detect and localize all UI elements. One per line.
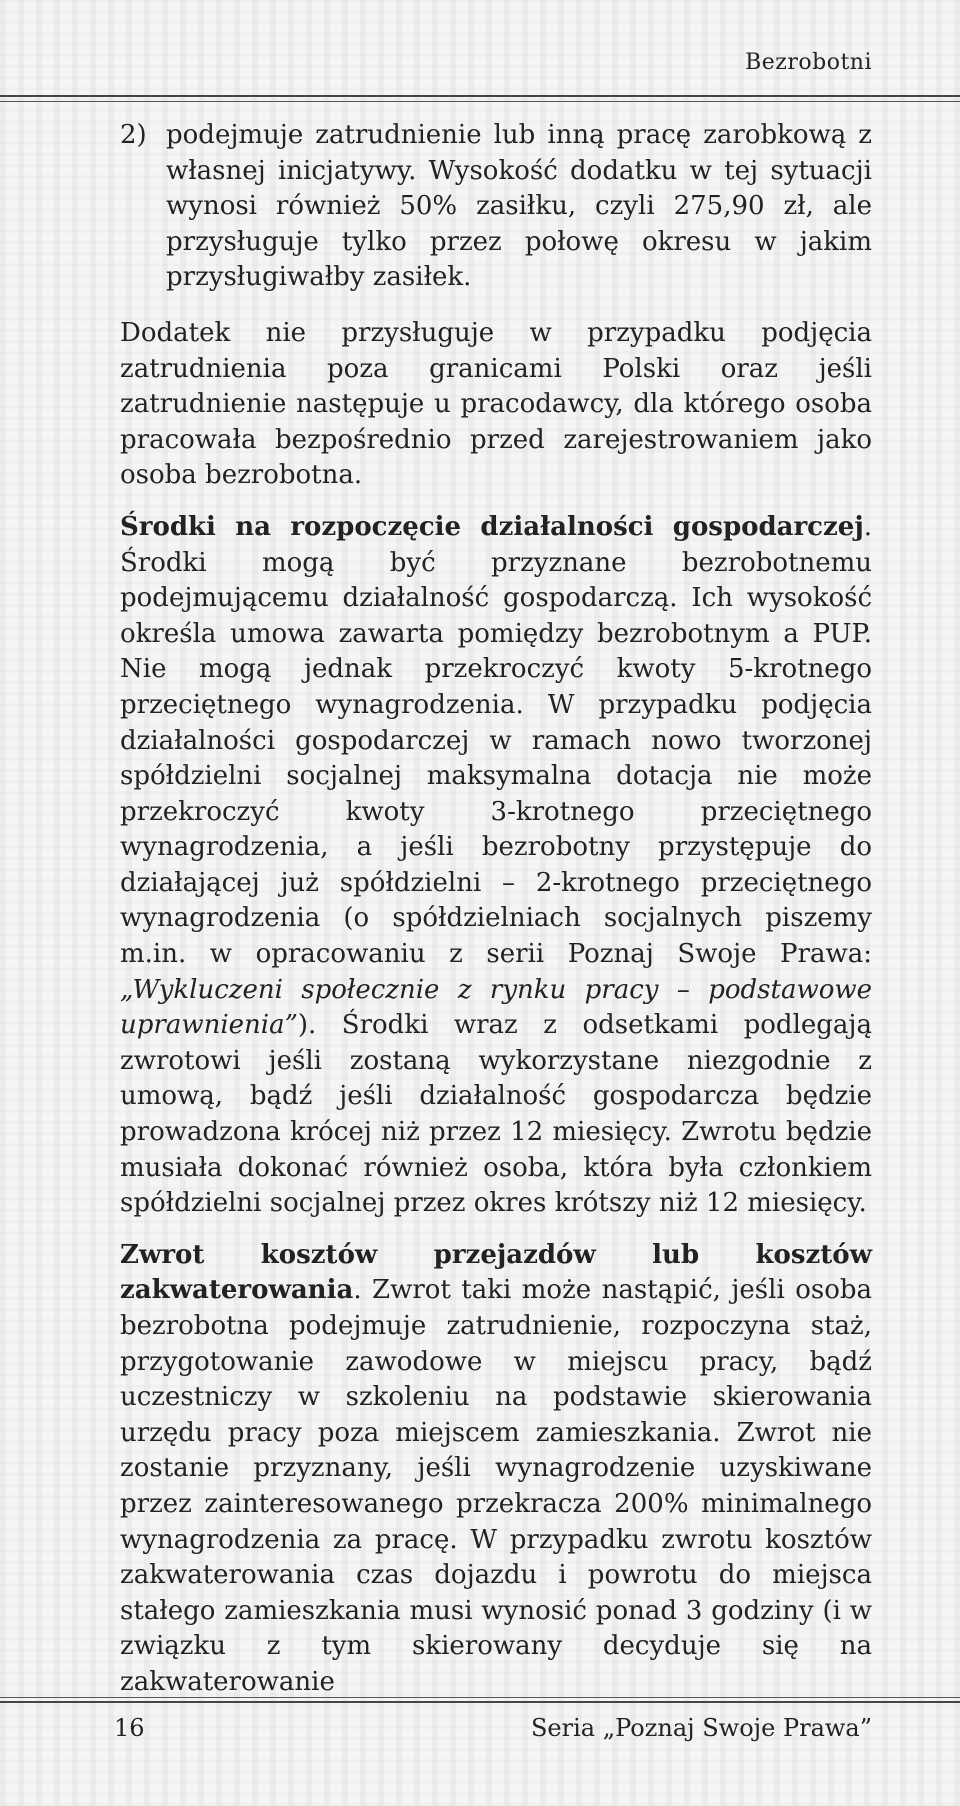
- publication-title: „Wykluczeni społecznie z rynku pracy – podstawowe uprawnienia”: [120, 974, 872, 1041]
- series-title: Seria „Poznaj Swoje Prawa”: [530, 1714, 872, 1742]
- list-item-text: podejmuje zatrudnienie lub inną pracę zarobkową z własnej inicjatywy. Wysokość dodatku w tej sytuacji wynosi również 50% zasiłku, czyli 275,90 zł, ale przysługuje tylko przez połowę okresu w jakim przysługiwałby zasiłek.: [166, 120, 872, 293]
- paragraph-zwrot: [120, 1238, 872, 1701]
- footer-rule-thin: [0, 1697, 960, 1698]
- header-rule-thin: [0, 101, 960, 102]
- section-heading-zwrot: Zwrot kosztów przejazdów lub kosztów zakwaterowania: [120, 1239, 872, 1306]
- paragraph-srodki-text-1: . Środki mogą być przyznane bezrobotnemu podejmującemu działalność gospodarczą. Ich wysokość określa umowa zawarta pomiędzy bezrobotnym a PUP. Nie mogą jednak przekroczyć kwoty 5-krotnego przeciętnego wynagrodzenia. W przypadku podjęcia działalności gospodarczej w ramach nowo tworzonej spółdzielni socjalnej maksymalna dotacja nie może przekroczyć kwoty 3-krotnego przeciętnego wynagrodzenia, a jeśli bezrobotny przystępuje do działającej już spółdzielni – 2-krotnego przeciętnego wynagrodzenia (o spółdzielniach socjalnych piszemy m.in. w opracowaniu z serii Poznaj Swoje Prawa:: [120, 511, 872, 970]
- paragraph-dodatek: Dodatek nie przysługuje w przypadku podjęcia zatrudnienia poza granicami Polski oraz jeśli zatrudnienie następuje u pracodawcy, dla którego osoba pracowała bezpośrednio przed zarejestrowaniem jako osoba bezrobotna.: [120, 317, 872, 491]
- list-item-number: 2): [120, 120, 147, 150]
- list-item: [120, 118, 872, 296]
- body-text: [120, 118, 872, 1717]
- page-number: 16: [114, 1714, 145, 1742]
- paragraph-zwrot-text: . Zwrot taki może nastąpić, jeśli osoba bezrobotna podejmuje zatrudnienie, rozpoczyna staż, przygotowanie zawodowe w miejscu pracy, bądź uczestniczy w szkoleniu na podstawie skierowania urzędu pracy poza miejscem zamieszkania. Zwrot nie zostanie przyznany, jeśli wynagrodzenie uzyskiwane przez zainteresowanego przekracza 200% minimalnego wynagrodzenia za pracę. W przypadku zwrotu kosztów zakwaterowania czas dojazdu i powrotu do miejsca stałego zamieszkania musi wynosić ponad 3 godziny (i w związku z tym skierowany decyduje się na zakwaterowanie: [120, 1275, 872, 1697]
- paragraph-srodki-text-2: ). Środki wraz z odsetkami podlegają zwrotowi jeśli zostaną wykorzystane niezgodnie z umową, bądź jeśli działalność gospodarcza będzie prowadzona krócej niż przez 12 miesięcy. Zwrotu będzie musiała dokonać również osoba, która była członkiem spółdzielni socjalnej przez okres krótszy niż 12 miesięcy.: [120, 1010, 872, 1219]
- header-rule: [0, 95, 960, 97]
- running-header: Bezrobotni: [745, 50, 872, 75]
- section-heading-srodki: Środki na rozpoczęcie działalności gospodarczej: [120, 511, 864, 542]
- paragraph-srodki: [120, 510, 872, 1222]
- footer-rule: [0, 1701, 960, 1703]
